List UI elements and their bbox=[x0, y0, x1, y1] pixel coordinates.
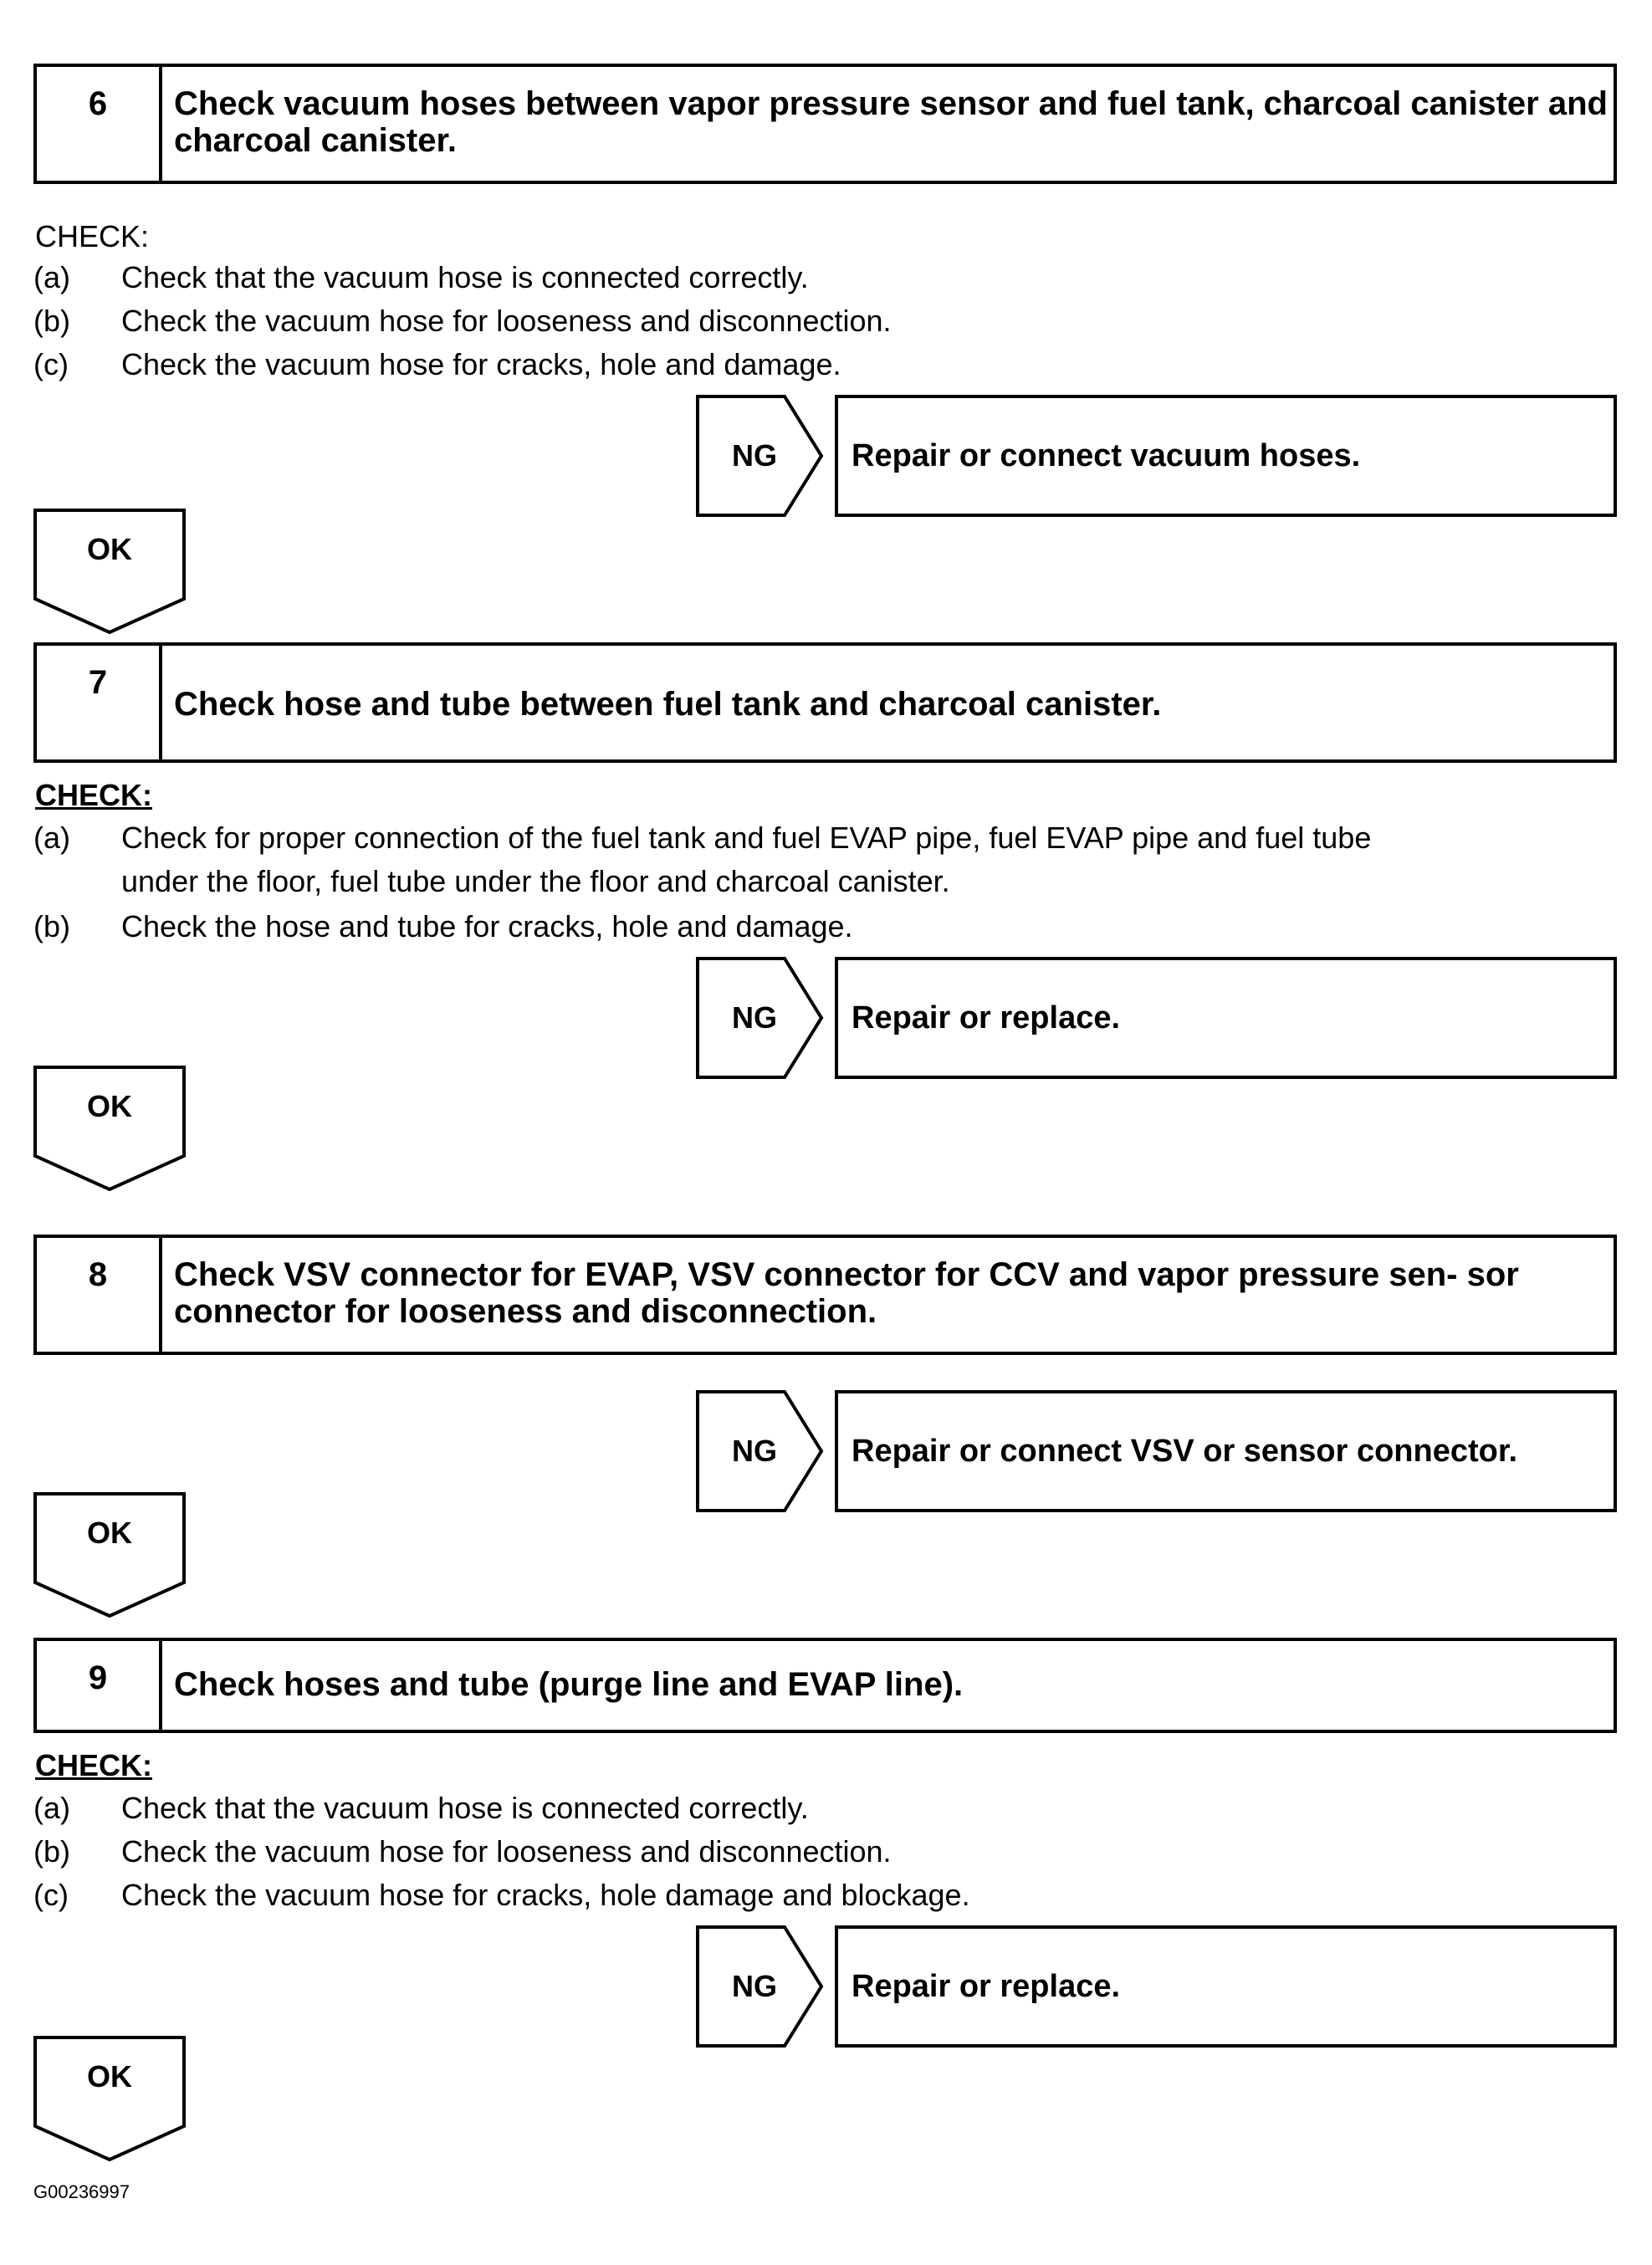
item-text: Check that the vacuum hose is connected correctly. bbox=[121, 260, 809, 294]
step-number: 6 bbox=[37, 67, 162, 181]
check-item bbox=[33, 343, 1460, 386]
check-item bbox=[33, 1787, 1460, 1830]
step-7-header bbox=[33, 642, 1617, 763]
item-label: (a) bbox=[33, 821, 70, 855]
ng-action-box: Repair or replace. bbox=[835, 1925, 1617, 2048]
item-label: (a) bbox=[33, 1791, 70, 1825]
item-text: Check the vacuum hose for looseness and disconnection. bbox=[121, 304, 892, 338]
item-label: (b) bbox=[33, 909, 70, 943]
item-text: Check the vacuum hose for cracks, hole damage and blockage. bbox=[121, 1878, 970, 1912]
ok-label: OK bbox=[87, 1089, 132, 1123]
step-6-header bbox=[33, 64, 1617, 184]
check-item bbox=[33, 256, 1460, 299]
step-number: 7 bbox=[37, 646, 162, 759]
item-label: (a) bbox=[33, 260, 70, 294]
ok-arrow bbox=[33, 1492, 186, 1618]
item-label: (b) bbox=[33, 1834, 70, 1869]
ng-action-box: Repair or replace. bbox=[835, 957, 1617, 1079]
step-title: Check vacuum hoses between vapor pressure sensor and fuel tank, charcoal canister and charcoal canister. bbox=[174, 85, 1608, 159]
step-title: Check VSV connector for EVAP, VSV connector for CCV and vapor pressure sen- sor connector for looseness and disconnection. bbox=[174, 1256, 1519, 1330]
check-heading: CHECK: bbox=[35, 219, 150, 253]
step-number: 8 bbox=[37, 1238, 162, 1352]
figure-id: G00236997 bbox=[33, 2181, 130, 2202]
step-title: Check hose and tube between fuel tank and charcoal canister. bbox=[174, 686, 1162, 723]
ng-arrow bbox=[696, 957, 830, 1079]
ng-label: NG bbox=[732, 1969, 777, 2003]
ng-label: NG bbox=[732, 1434, 777, 1468]
ng-arrow bbox=[696, 1925, 830, 2048]
item-text: Check the hose and tube for cracks, hole and damage. bbox=[121, 909, 853, 943]
ok-label: OK bbox=[87, 2059, 132, 2094]
ng-action-box: Repair or connect vacuum hoses. bbox=[835, 395, 1617, 517]
check-heading: CHECK: bbox=[35, 778, 152, 812]
ok-arrow bbox=[33, 509, 186, 634]
check-item bbox=[33, 905, 1460, 948]
ok-arrow bbox=[33, 2036, 186, 2161]
ok-label: OK bbox=[87, 532, 132, 566]
ng-action-box: Repair or connect VSV or sensor connector. bbox=[835, 1390, 1617, 1512]
ng-label: NG bbox=[732, 438, 777, 473]
ng-arrow bbox=[696, 395, 830, 517]
item-label: (c) bbox=[33, 1878, 69, 1912]
check-heading: CHECK: bbox=[35, 1748, 152, 1782]
item-text: Check for proper connection of the fuel tank and fuel EVAP pipe, fuel EVAP pipe and fuel tube under the floor, fuel tube under the floor and charcoal canister. bbox=[121, 821, 1372, 898]
item-text: Check the vacuum hose for looseness and disconnection. bbox=[121, 1834, 892, 1869]
check-item bbox=[33, 816, 1401, 903]
item-label: (b) bbox=[33, 304, 70, 338]
ng-arrow bbox=[696, 1390, 830, 1512]
item-text: Check that the vacuum hose is connected correctly. bbox=[121, 1791, 809, 1825]
ok-label: OK bbox=[87, 1516, 132, 1550]
ok-arrow bbox=[33, 1066, 186, 1191]
check-item bbox=[33, 1830, 1460, 1874]
item-label: (c) bbox=[33, 347, 69, 381]
step-title: Check hoses and tube (purge line and EVAP line). bbox=[174, 1666, 964, 1703]
check-item bbox=[33, 1874, 1460, 1917]
step-number: 9 bbox=[37, 1641, 162, 1730]
item-text: Check the vacuum hose for cracks, hole and damage. bbox=[121, 347, 841, 381]
step-8-header bbox=[33, 1235, 1617, 1355]
step-9-header bbox=[33, 1638, 1617, 1733]
check-item bbox=[33, 299, 1460, 343]
ng-label: NG bbox=[732, 1000, 777, 1035]
